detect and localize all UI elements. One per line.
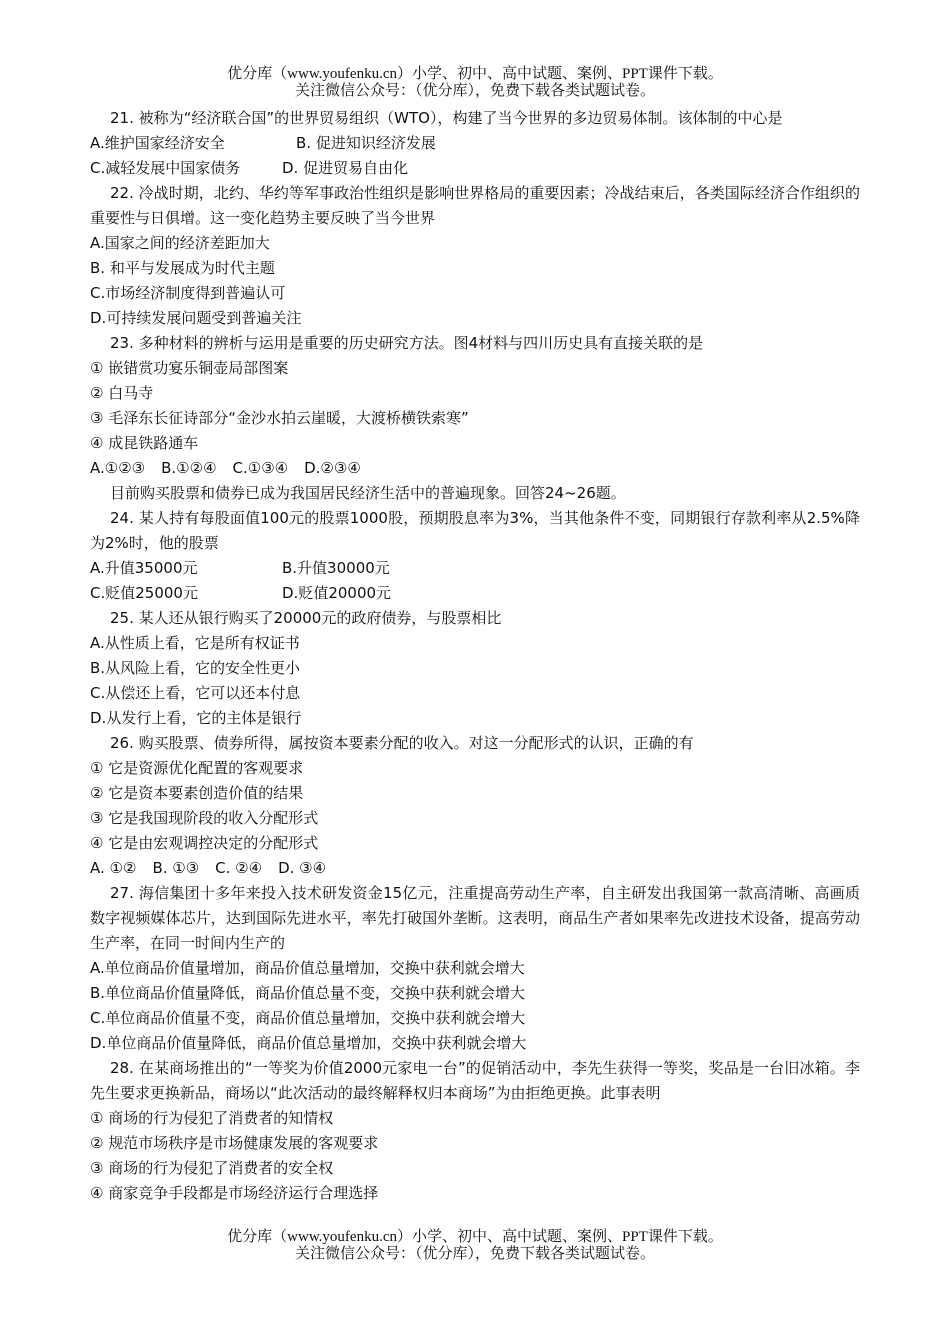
q27-option-c: C.单位商品价值量不变，商品价值总量增加，交换中获利就会增大 [90, 1009, 526, 1027]
q26-option-b: B. ①③ [152, 859, 200, 877]
question-25-stem: 25. 某人还从银行购买了20000元的政府债券，与股票相比 [110, 609, 502, 627]
q21-option-c: C.减轻发展中国家债务 [90, 159, 241, 177]
q23-item-4: ④ 成昆铁路通车 [90, 434, 199, 452]
footer-line-1: 优分库（www.youfenku.cn）小学、初中、高中试题、案例、PPT课件下载。 [227, 1229, 723, 1245]
q22-option-a: A.国家之间的经济差距加大 [90, 234, 270, 252]
q27-option-a: A.单位商品价值量增加，商品价值总量增加，交换中获利就会增大 [90, 959, 525, 977]
q25-option-a: A.从性质上看，它是所有权证书 [90, 634, 300, 652]
q27-option-d: D.单位商品价值量降低，商品价值总量增加，交换中获利就会增大 [90, 1034, 527, 1052]
q23-item-3: ③ 毛泽东长征诗部分“金沙水拍云崖暖，大渡桥横铁索寒” [90, 409, 469, 427]
q23-option-c: C.①③④ [232, 459, 289, 477]
q26-option-a: A. ①② [90, 859, 137, 877]
question-24-options-row-1 [90, 556, 860, 581]
q28-item-2: ② 规范市场秩序是市场健康发展的客观要求 [90, 1134, 379, 1152]
q24-option-d: D.贬值20000元 [282, 584, 392, 602]
question-22-stem: 22. 冷战时期，北约、华约等军事政治性组织是影响世界格局的重要因素；冷战结束后，各类国际经济合作组织的重要性与日俱增。这一变化趋势主要反映了当今世界 [90, 184, 860, 227]
q23-option-b: B.①②④ [161, 459, 217, 477]
header-line-1: 优分库（www.youfenku.cn）小学、初中、高中试题、案例、PPT课件下载。 [227, 66, 723, 82]
q24-option-a: A.升值35000元 [90, 559, 198, 577]
question-27-stem: 27. 海信集团十多年来投入技术研发资金15亿元，注重提高劳动生产率，自主研发出我国第一款高清晰、高画质数字视频媒体芯片，达到国际先进水平，率先打破国外垄断。这表明，商品生产者如果率先改进技术设备，提高劳动生产率，在同一时间内生产的 [90, 884, 860, 952]
q26-item-3: ③ 它是我国现阶段的收入分配形式 [90, 809, 319, 827]
q22-option-c: C.市场经济制度得到普遍认可 [90, 284, 286, 302]
exam-content [90, 106, 860, 1206]
question-23-stem: 23. 多种材料的辨析与运用是重要的历史研究方法。图4材料与四川历史具有直接关联的是 [110, 334, 704, 352]
question-21-options-row-1 [90, 131, 860, 156]
header-line-2: 关注微信公众号：（优分库），免费下载各类试题试卷。 [294, 83, 655, 99]
q26-item-4: ④ 它是由宏观调控决定的分配形式 [90, 834, 319, 852]
intro-24-26: 目前购买股票和债券已成为我国居民经济生活中的普遍现象。回答24~26题。 [110, 484, 626, 502]
q28-item-4: ④ 商家竞争手段都是市场经济运行合理选择 [90, 1184, 379, 1202]
q25-option-c: C.从偿还上看，它可以还本付息 [90, 684, 301, 702]
q25-option-b: B.从风险上看，它的安全性更小 [90, 659, 301, 677]
q28-item-1: ① 商场的行为侵犯了消费者的知情权 [90, 1109, 334, 1127]
question-26-options [90, 856, 860, 881]
q23-item-1: ① 嵌错赏功宴乐铜壶局部图案 [90, 359, 289, 377]
q24-option-b: B.升值30000元 [282, 559, 390, 577]
q26-option-d: D. ③④ [278, 859, 327, 877]
q26-item-2: ② 它是资本要素创造价值的结果 [90, 784, 304, 802]
q21-option-d: D. 促进贸易自由化 [282, 159, 409, 177]
question-21-stem: 21. 被称为“经济联合国”的世界贸易组织（WTO），构建了当今世界的多边贸易体制。该体制的中心是 [110, 109, 783, 127]
question-28-stem: 28. 在某商场推出的“一等奖为价值2000元家电一台”的促销活动中，李先生获得一等奖，奖品是一台旧冰箱。李先生要求更换新品，商场以“此次活动的最终解释权归本商场”为由拒绝更换。此事表明 [90, 1059, 860, 1102]
footer-line-2: 关注微信公众号：（优分库），免费下载各类试题试卷。 [294, 1246, 655, 1262]
question-24-stem: 24. 某人持有每股面值100元的股票1000股，预期股息率为3%，当其他条件不变，同期银行存款利率从2.5%降为2%时，他的股票 [90, 509, 860, 552]
q24-option-c: C.贬值25000元 [90, 584, 198, 602]
q22-option-b: B. 和平与发展成为时代主题 [90, 259, 275, 277]
q23-option-a: A.①②③ [90, 459, 146, 477]
question-23-options [90, 456, 860, 481]
question-21-options-row-2 [90, 156, 860, 181]
q26-item-1: ① 它是资源优化配置的客观要求 [90, 759, 304, 777]
q22-option-d: D.可持续发展问题受到普遍关注 [90, 309, 302, 327]
q27-option-b: B.单位商品价值量降低，商品价值总量不变，交换中获利就会增大 [90, 984, 526, 1002]
q21-option-b: B. 促进知识经济发展 [296, 134, 436, 152]
question-26-stem: 26. 购买股票、债券所得，属按资本要素分配的收入。对这一分配形式的认识，正确的有 [110, 734, 694, 752]
page-header [0, 66, 950, 100]
q25-option-d: D.从发行上看，它的主体是银行 [90, 709, 302, 727]
page-footer [0, 1229, 950, 1263]
q28-item-3: ③ 商场的行为侵犯了消费者的安全权 [90, 1159, 334, 1177]
q23-item-2: ② 白马寺 [90, 384, 154, 402]
question-24-options-row-2 [90, 581, 860, 606]
q21-option-a: A.维护国家经济安全 [90, 134, 225, 152]
q23-option-d: D.②③④ [304, 459, 361, 477]
q26-option-c: C. ②④ [215, 859, 263, 877]
